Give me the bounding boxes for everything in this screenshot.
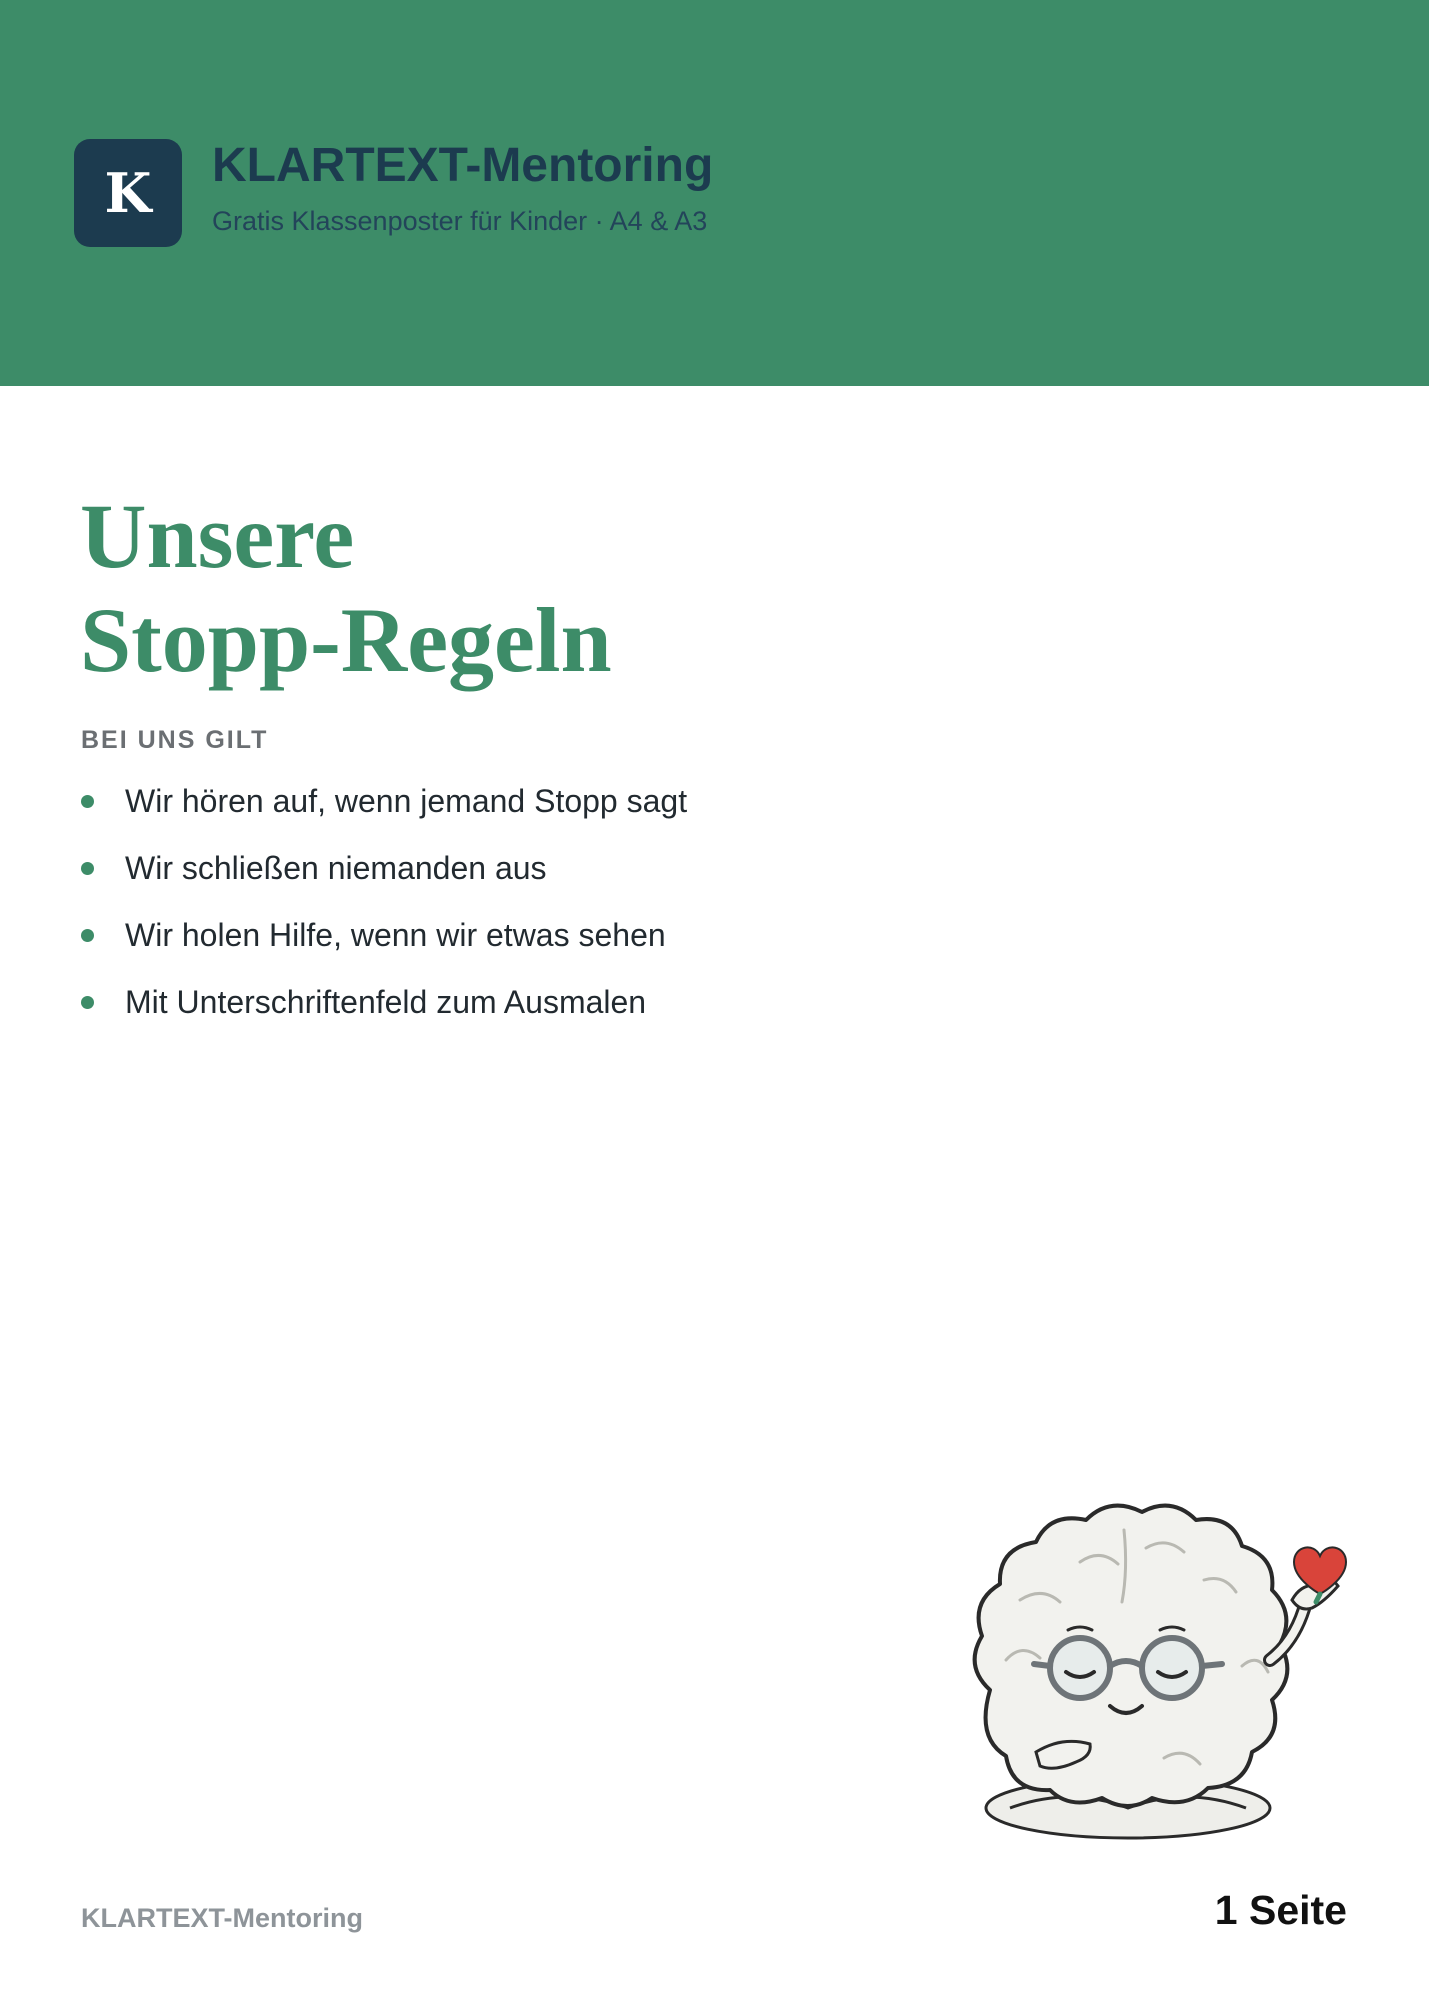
logo-badge: [74, 139, 182, 247]
rule-text: Mit Unterschriftenfeld zum Ausmalen: [125, 984, 647, 1020]
page-count: 1 Seite: [1214, 1887, 1347, 1933]
rule-item: [80, 914, 687, 981]
rule-text: Wir holen Hilfe, wenn wir etwas sehen: [125, 917, 666, 953]
brand-title: KLARTEXT-Mentoring: [212, 139, 714, 192]
rule-item: [80, 780, 687, 847]
logo-letter: K: [104, 161, 152, 225]
footer-brand: KLARTEXT-Mentoring: [81, 1903, 363, 1933]
bullet-dot-icon: [81, 862, 94, 875]
header-banner: [0, 0, 1429, 386]
bullet-dot-icon: [81, 996, 94, 1009]
brand-subtitle: Gratis Klassenposter für Kinder · A4 & A3: [212, 206, 708, 236]
rules-list: [80, 780, 687, 1048]
rule-text: Wir hören auf, wenn jemand Stopp sagt: [125, 783, 688, 819]
bullet-dot-icon: [81, 795, 94, 808]
brain-mascot-icon: [950, 1490, 1370, 1850]
bullet-dot-icon: [81, 929, 94, 942]
rule-text: Wir schließen niemanden aus: [125, 850, 547, 886]
rule-item: [80, 981, 687, 1048]
poster-title: [80, 484, 612, 692]
poster-title-line-1: Unsere: [80, 485, 355, 587]
section-kicker: BEI UNS GILT: [81, 726, 269, 754]
poster-title-line-2: Stopp-Regeln: [80, 589, 612, 691]
rule-item: [80, 847, 687, 914]
